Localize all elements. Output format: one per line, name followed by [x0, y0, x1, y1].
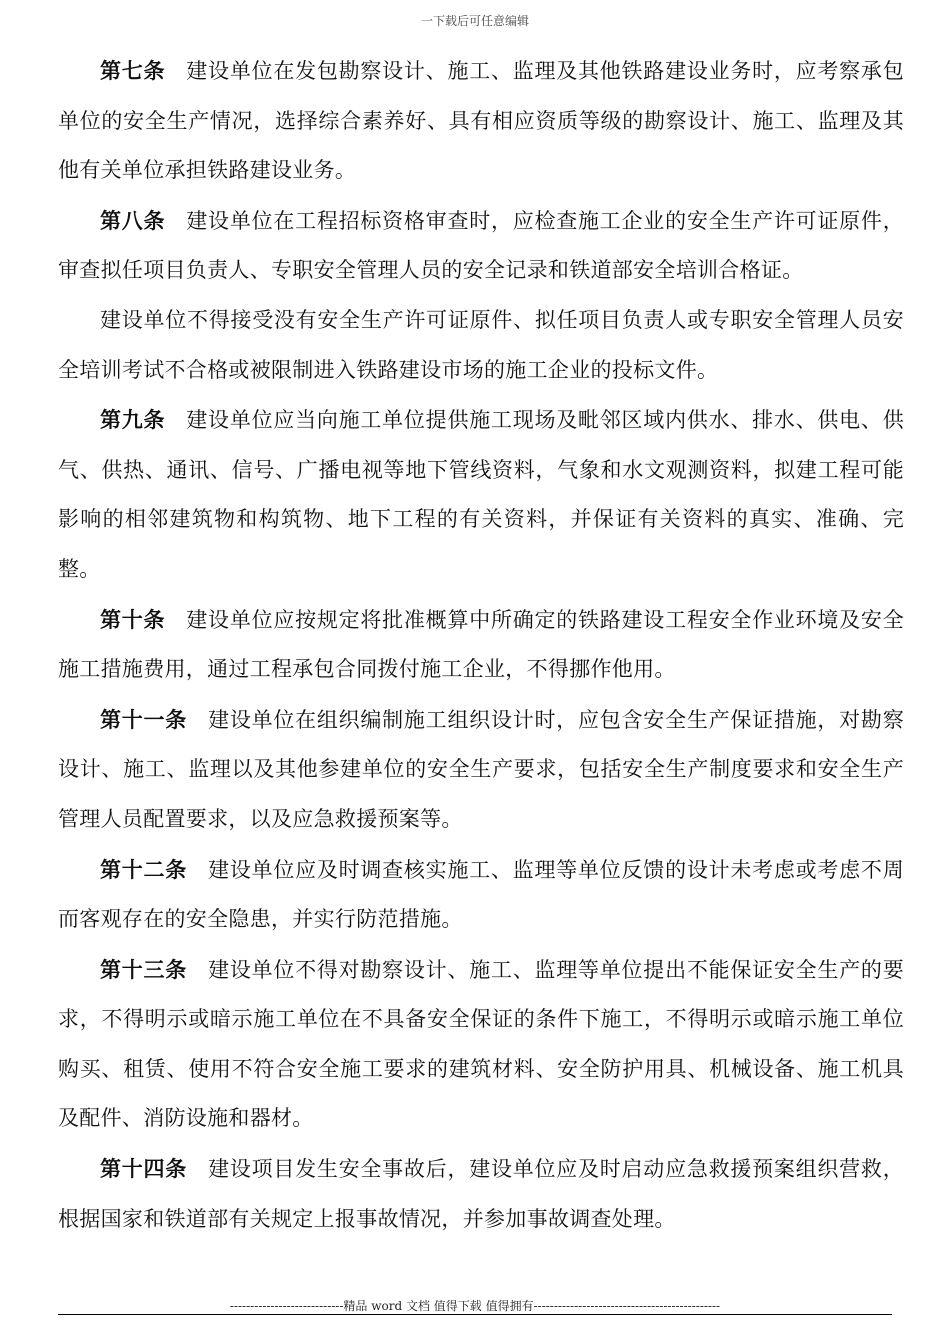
article-number: 第十一条 — [100, 706, 188, 732]
article-text: 建设单位在组织编制施工组织设计时，应包含安全生产保证措施，对勘察设计、施工、监理以及其他参建单位的安全生产要求，包括安全生产制度要求和安全生产管理人员配置要求，以及应急救援预案等。 — [58, 707, 904, 831]
paragraph-article-10 — [58, 595, 904, 695]
paragraph-article-14 — [58, 1144, 904, 1244]
page-footer: ----------------------------精品 word 文档 值得下载 值得拥有---------------------------------------------- — [229, 1299, 721, 1313]
article-number: 第十二条 — [100, 856, 188, 882]
article-text: 建设单位不得接受没有安全生产许可证原件、拟任项目负责人或专职安全管理人员安全培训考试不合格或被限制进入铁路建设市场的施工企业的投标文件。 — [58, 307, 904, 382]
article-number: 第十四条 — [100, 1156, 188, 1182]
article-text: 建设单位在工程招标资格审查时，应检查施工企业的安全生产许可证原件，审查拟任项目负责人、专职安全管理人员的安全记录和铁道部安全培训合格证。 — [58, 208, 904, 283]
article-number: 第八条 — [100, 207, 166, 233]
article-number: 第十条 — [100, 606, 166, 632]
footer-rule — [58, 1314, 892, 1315]
article-text: 建设单位应按规定将批准概算中所确定的铁路建设工程安全作业环境及安全施工措施费用，通过工程承包合同拨付施工企业，不得挪作他用。 — [58, 607, 904, 682]
paragraph-article-11 — [58, 695, 904, 845]
article-text: 建设单位在发包勘察设计、施工、监理及其他铁路建设业务时，应考察承包单位的安全生产情况，选择综合素养好、具有相应资质等级的勘察设计、施工、监理及其他有关单位承担铁路建设业务。 — [58, 59, 904, 183]
document-body — [58, 46, 904, 1244]
paragraph-article-12 — [58, 845, 904, 945]
article-number: 第十三条 — [100, 956, 188, 982]
paragraph-article-7 — [58, 46, 904, 196]
paragraph-article-13 — [58, 945, 904, 1144]
paragraph-article-8-continued — [58, 296, 904, 395]
paragraph-article-9 — [58, 395, 904, 594]
article-text: 建设单位应及时调查核实施工、监理等单位反馈的设计未考虑或考虑不周而客观存在的安全隐患，并实行防范措施。 — [58, 857, 904, 932]
article-number: 第九条 — [100, 407, 166, 433]
article-text: 建设项目发生安全事故后，建设单位应及时启动应急救援预案组织营救，根据国家和铁道部有关规定上报事故情况，并参加事故调查处理。 — [58, 1157, 904, 1231]
paragraph-article-8 — [58, 196, 904, 296]
page-header: 一下载后可任意编辑 — [420, 14, 529, 28]
article-text: 建设单位应当向施工单位提供施工现场及毗邻区域内供水、排水、供电、供气、供热、通讯、信号、广播电视等地下管线资料，气象和水文观测资料，拟建工程可能影响的相邻建筑物和构筑物、地下工程的有关资料，并保证有关资料的真实、准确、完整。 — [58, 408, 904, 581]
article-text: 建设单位不得对勘察设计、施工、监理等单位提出不能保证安全生产的要求，不得明示或暗示施工单位在不具备安全保证的条件下施工，不得明示或暗示施工单位购买、租赁、使用不符合安全施工要求的建筑材料、安全防护用具、机械设备、施工机具及配件、消防设施和器材。 — [58, 957, 904, 1131]
article-number: 第七条 — [100, 58, 166, 83]
